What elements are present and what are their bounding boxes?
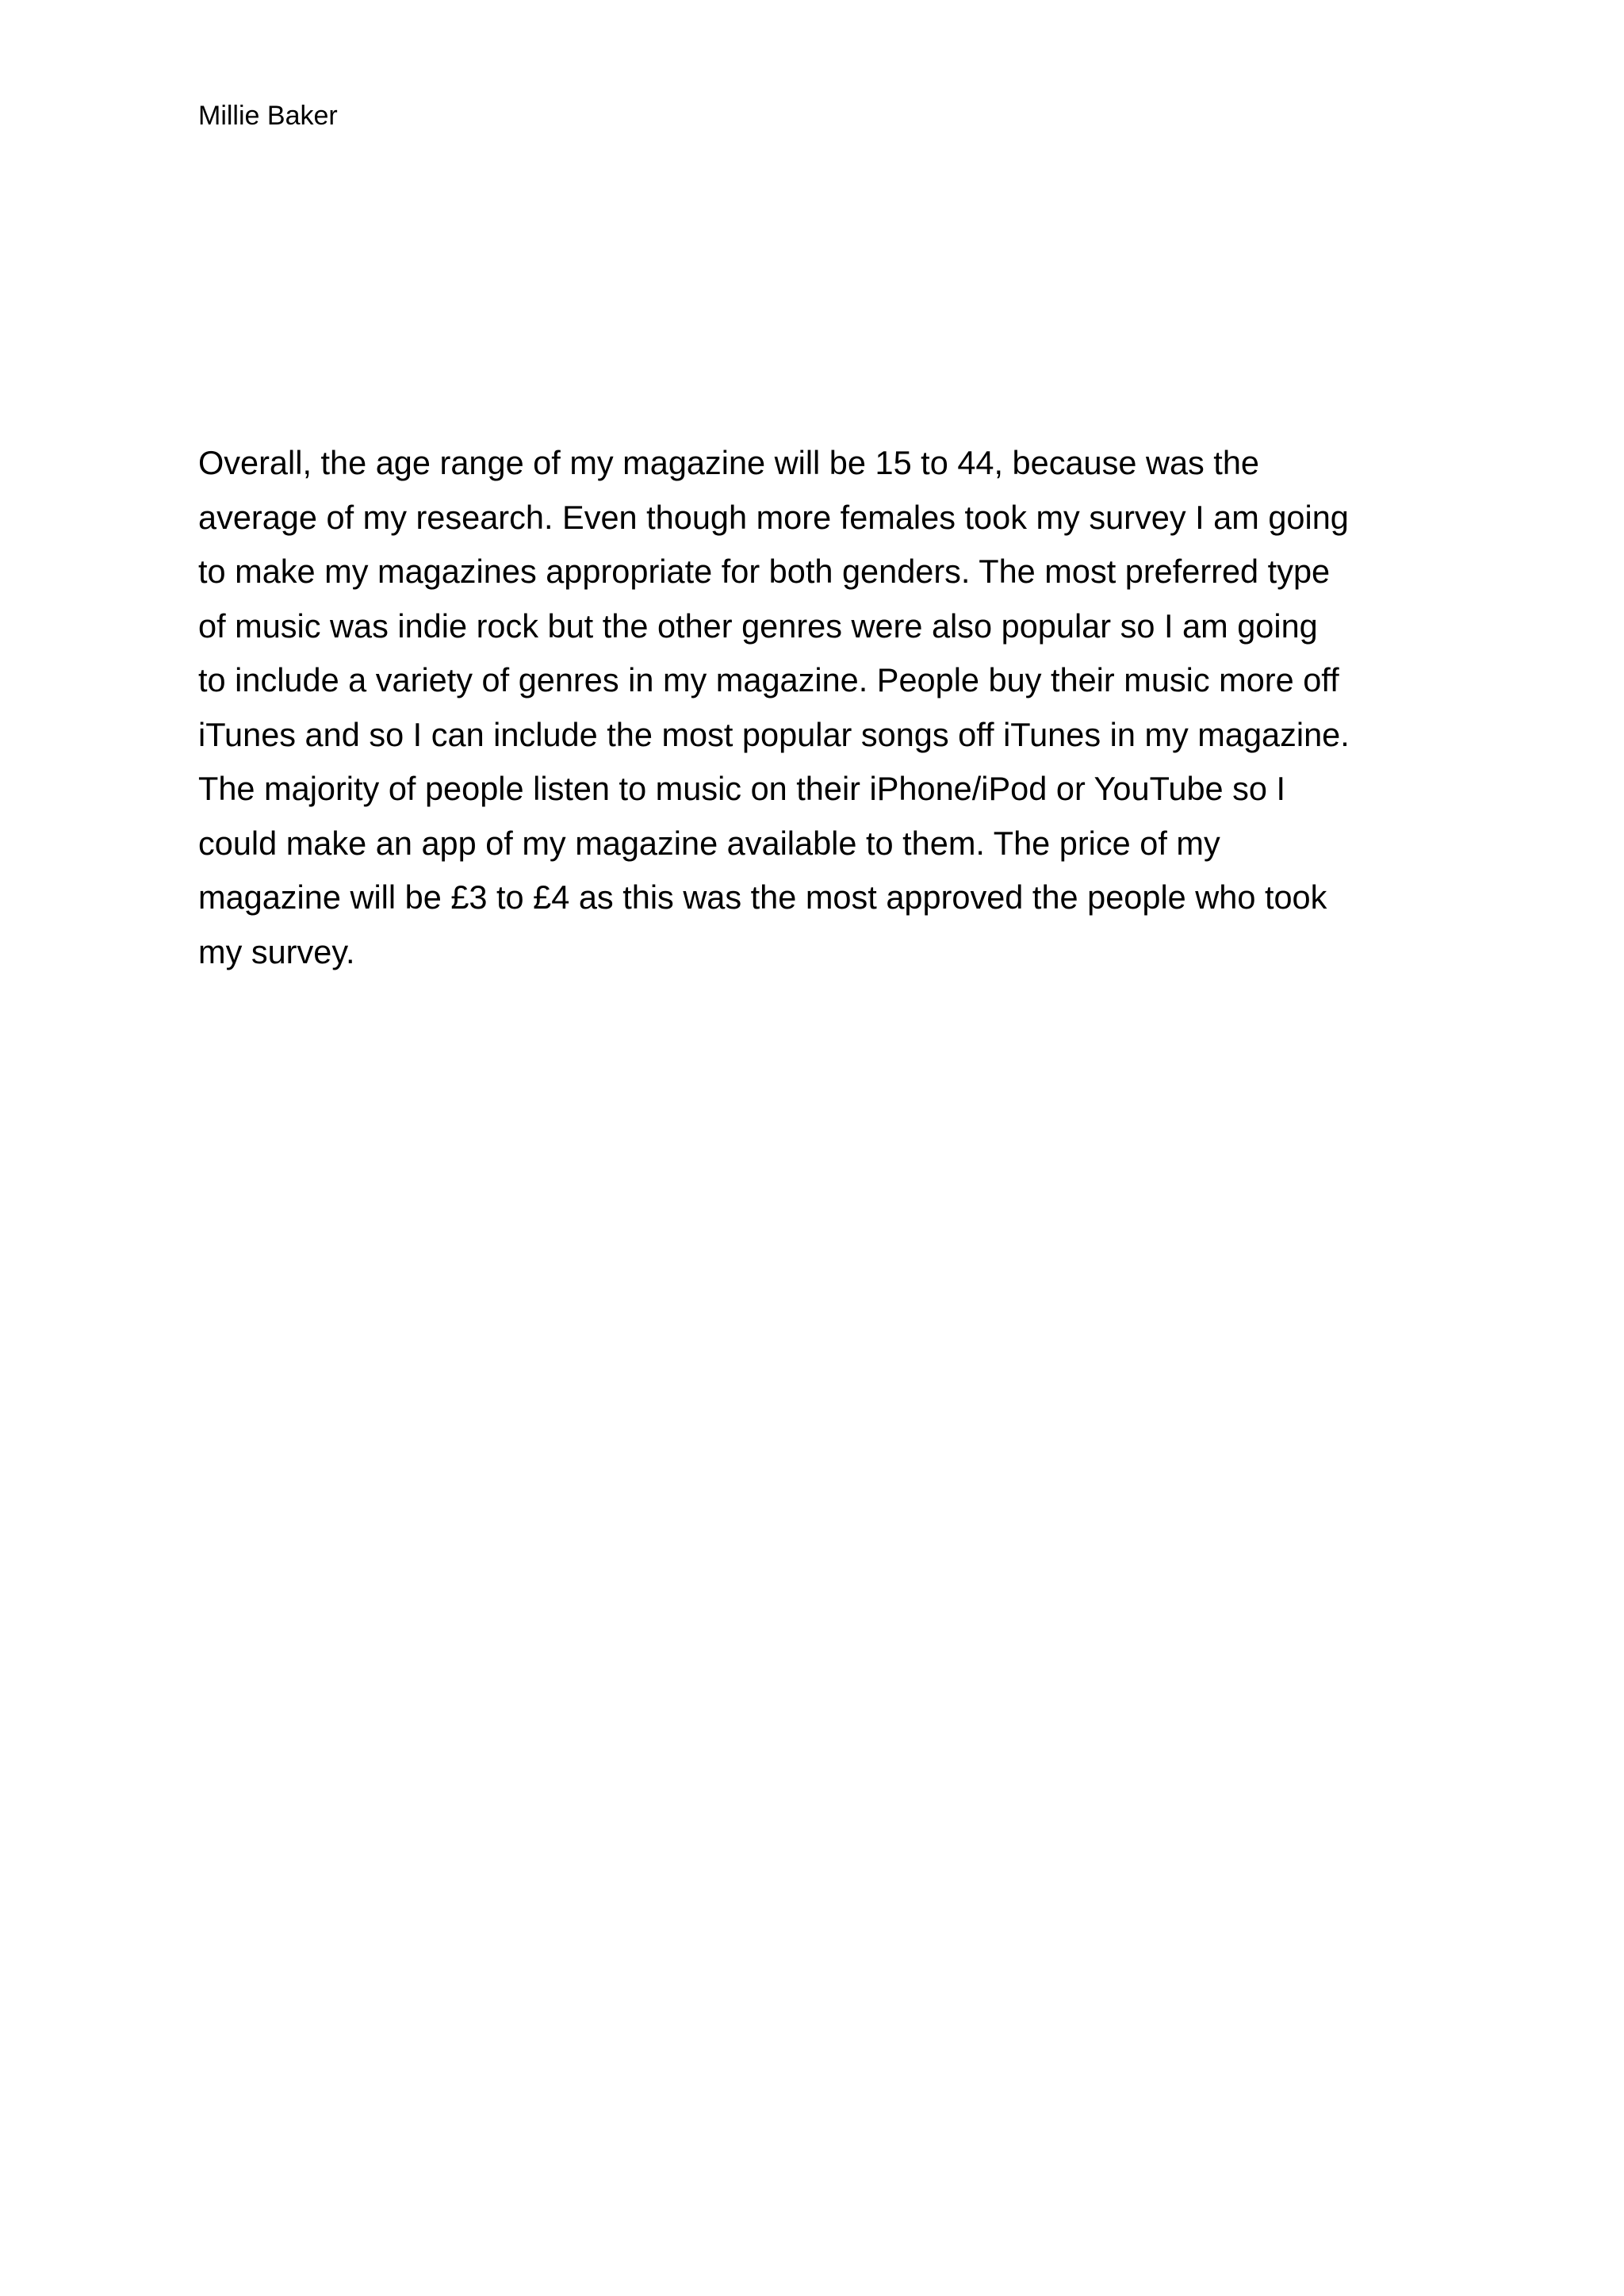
- paragraph-line: my survey.: [198, 932, 355, 970]
- paragraph-line: to make my magazines appropriate for both genders. The most preferred type: [198, 553, 1331, 590]
- paragraph-line: magazine will be £3 to £4 as this was the most approved the people who took: [198, 878, 1327, 916]
- body-paragraph: [198, 436, 1435, 979]
- paragraph-line: average of my research. Even though more females took my survey I am going: [198, 498, 1349, 536]
- author-name: Millie Baker: [198, 101, 338, 131]
- paragraph-line: could make an app of my magazine available to them. The price of my: [198, 824, 1220, 862]
- paragraph-line: to include a variety of genres in my magazine. People buy their music more off: [198, 661, 1339, 698]
- paragraph-line: iTunes and so I can include the most popular songs off iTunes in my magazine.: [198, 715, 1350, 753]
- paragraph-line: Overall, the age range of my magazine will be 15 to 44, because was the: [198, 444, 1259, 481]
- paragraph-line: of music was indie rock but the other genres were also popular so I am going: [198, 607, 1318, 645]
- paragraph-line: The majority of people listen to music on their iPhone/iPod or YouTube so I: [198, 770, 1286, 807]
